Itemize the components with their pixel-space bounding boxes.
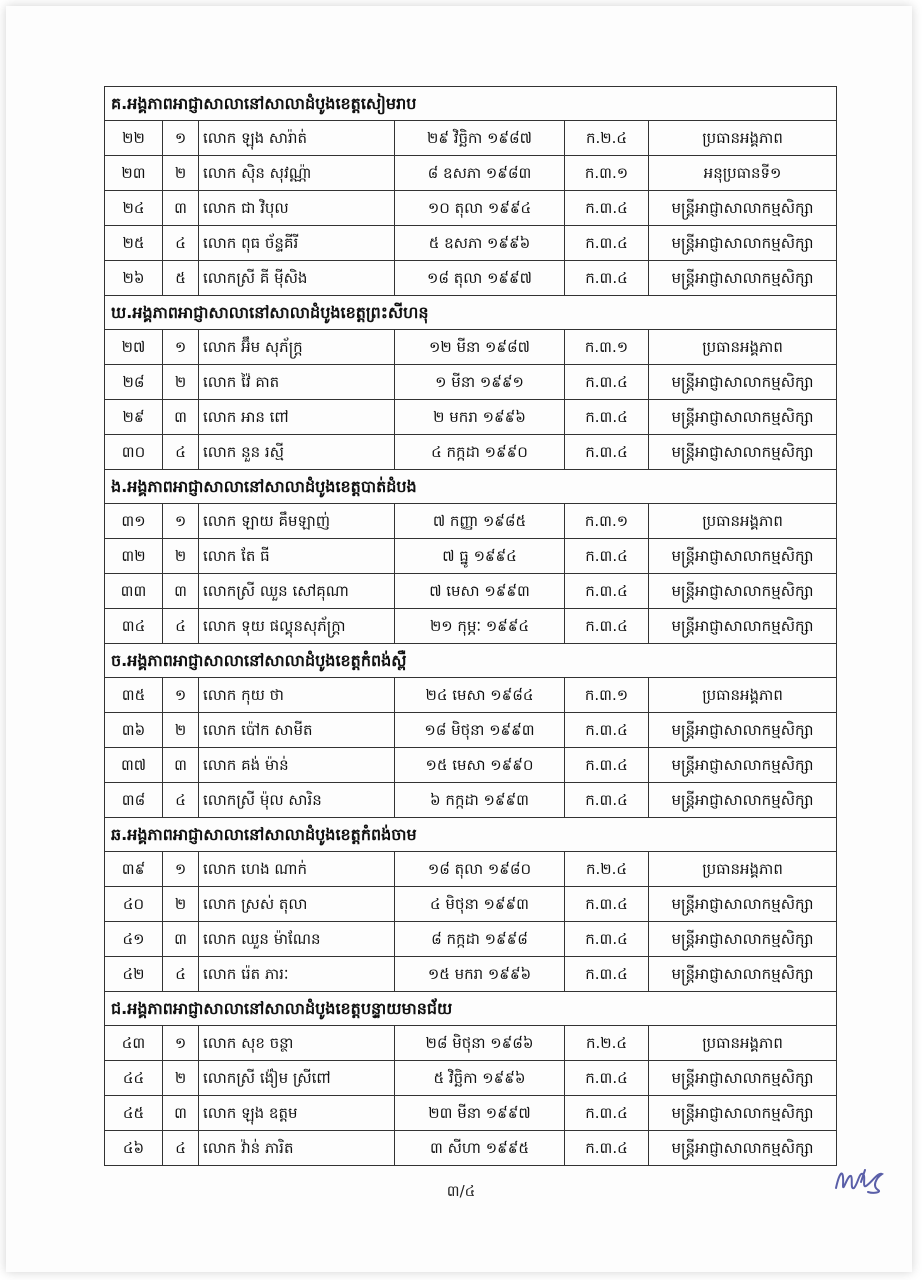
staff-name: លោក កុយ ថា (199, 678, 395, 713)
document-page (6, 6, 912, 1272)
position: មន្ត្រីអាជ្ញាសាលាកម្មសិក្សា (649, 783, 837, 818)
section-header (105, 818, 837, 852)
position: ប្រធានអង្គភាព (649, 1026, 837, 1061)
row-number: ៣៨ (105, 783, 163, 818)
staff-name: លោក ហេង ណាក់ (199, 852, 395, 887)
table-row (105, 748, 837, 783)
row-number: ២៤ (105, 191, 163, 226)
section-index: ១ (163, 1026, 199, 1061)
section-title: ឃ.អង្គភាពអាជ្ញាសាលានៅសាលាដំបូងខេត្តព្រះសីហនុ (105, 296, 837, 330)
table-row (105, 261, 837, 296)
row-number: ៤៣ (105, 1026, 163, 1061)
table-row (105, 609, 837, 644)
row-number: ៤២ (105, 957, 163, 992)
staff-name: លោក ឈួន ម៉ាណែន (199, 922, 395, 957)
date-of-birth: ៥ វិច្ឆិកា ១៩៩៦ (395, 1061, 565, 1096)
table-row (105, 504, 837, 539)
position: ប្រធានអង្គភាព (649, 504, 837, 539)
section-header (105, 644, 837, 678)
section-index: ១ (163, 121, 199, 156)
table-row (105, 1131, 837, 1166)
staff-name: លោក វ៉ាន់ ភារិត (199, 1131, 395, 1166)
table-row (105, 121, 837, 156)
row-number: ៣០ (105, 435, 163, 470)
section-index: ២ (163, 1061, 199, 1096)
staff-name: លោកស្រី ឈួន សៅគុណា (199, 574, 395, 609)
grade: ក.៣.៤ (565, 435, 649, 470)
position: ប្រធានអង្គភាព (649, 852, 837, 887)
date-of-birth: ១៨ មិថុនា ១៩៩៣ (395, 713, 565, 748)
date-of-birth: ៥ ឧសភា ១៩៩៦ (395, 226, 565, 261)
staff-name: លោក អ៊ឹម សុភ័ក្ត្រ (199, 330, 395, 365)
staff-name: លោកស្រី ម៉ុល សារិន (199, 783, 395, 818)
table-row (105, 330, 837, 365)
staff-name: លោក ពុធ ច័ន្ទគីរី (199, 226, 395, 261)
date-of-birth: ៤ កក្កដា ១៩៩០ (395, 435, 565, 470)
section-title: ជ.អង្គភាពអាជ្ញាសាលានៅសាលាដំបូងខេត្តបន្ទាយមានជ័យ (105, 992, 837, 1026)
date-of-birth: ២៣ មីនា ១៩៩៧ (395, 1096, 565, 1131)
date-of-birth: ៦ កក្កដា ១៩៩៣ (395, 783, 565, 818)
grade: ក.២.៤ (565, 852, 649, 887)
position: មន្ត្រីអាជ្ញាសាលាកម្មសិក្សា (649, 261, 837, 296)
grade: ក.៣.៤ (565, 1061, 649, 1096)
table-row (105, 887, 837, 922)
position: មន្ត្រីអាជ្ញាសាលាកម្មសិក្សា (649, 226, 837, 261)
section-index: ៤ (163, 783, 199, 818)
row-number: ៣១ (105, 504, 163, 539)
row-number: ៤៥ (105, 1096, 163, 1131)
section-index: ៣ (163, 191, 199, 226)
position: មន្ត្រីអាជ្ញាសាលាកម្មសិក្សា (649, 609, 837, 644)
section-index: ១ (163, 330, 199, 365)
table-row (105, 1026, 837, 1061)
row-number: ៣៩ (105, 852, 163, 887)
date-of-birth: ២៨ មិថុនា ១៩៨៦ (395, 1026, 565, 1061)
staff-name: លោក ប៉ៅក សាមីត (199, 713, 395, 748)
table-row (105, 852, 837, 887)
position: មន្ត្រីអាជ្ញាសាលាកម្មសិក្សា (649, 1096, 837, 1131)
section-index: ២ (163, 713, 199, 748)
row-number: ៣៦ (105, 713, 163, 748)
section-index: ៤ (163, 226, 199, 261)
row-number: ៣៣ (105, 574, 163, 609)
date-of-birth: ១៥ មេសា ១៩៩០ (395, 748, 565, 783)
row-number: ២៦ (105, 261, 163, 296)
grade: ក.៣.៤ (565, 574, 649, 609)
date-of-birth: ១៨ តុលា ១៩៩៧ (395, 261, 565, 296)
grade: ក.២.៤ (565, 1026, 649, 1061)
section-index: ២ (163, 365, 199, 400)
grade: ក.៣.៤ (565, 748, 649, 783)
row-number: ២៥ (105, 226, 163, 261)
position: មន្ត្រីអាជ្ញាសាលាកម្មសិក្សា (649, 957, 837, 992)
position: មន្ត្រីអាជ្ញាសាលាកម្មសិក្សា (649, 748, 837, 783)
position: អនុប្រធានទី១ (649, 156, 837, 191)
table-row (105, 922, 837, 957)
section-index: ២ (163, 887, 199, 922)
position: មន្ត្រីអាជ្ញាសាលាកម្មសិក្សា (649, 539, 837, 574)
position: មន្ត្រីអាជ្ញាសាលាកម្មសិក្សា (649, 400, 837, 435)
grade: ក.៣.១ (565, 504, 649, 539)
grade: ក.២.៤ (565, 121, 649, 156)
table-row (105, 574, 837, 609)
section-index: ៤ (163, 957, 199, 992)
position: មន្ត្រីអាជ្ញាសាលាកម្មសិក្សា (649, 922, 837, 957)
staff-name: លោក ឡុង សារ៉ាត់ (199, 121, 395, 156)
staff-name: លោក ឡុង ឧត្តម (199, 1096, 395, 1131)
table-row (105, 713, 837, 748)
date-of-birth: ១០ តុលា ១៩៩៤ (395, 191, 565, 226)
staff-name: លោក អាន ពៅ (199, 400, 395, 435)
table-row (105, 435, 837, 470)
date-of-birth: ២៤ មេសា ១៩៨៤ (395, 678, 565, 713)
section-header (105, 87, 837, 121)
staff-name: លោក សុខ ចន្ថា (199, 1026, 395, 1061)
grade: ក.៣.៤ (565, 887, 649, 922)
table-row (105, 783, 837, 818)
row-number: ៣៤ (105, 609, 163, 644)
section-index: ៥ (163, 261, 199, 296)
row-number: ៤៤ (105, 1061, 163, 1096)
section-title: គ.អង្គភាពអាជ្ញាសាលានៅសាលាដំបូងខេត្តសៀមរាប (105, 87, 837, 121)
date-of-birth: ២១ កុម្ភៈ ១៩៩៤ (395, 609, 565, 644)
grade: ក.៣.៤ (565, 922, 649, 957)
section-header (105, 296, 837, 330)
table-row (105, 156, 837, 191)
date-of-birth: ១២ មីនា ១៩៨៧ (395, 330, 565, 365)
staff-name: លោកស្រី ង៉ៀម ស្រីពៅ (199, 1061, 395, 1096)
row-number: ៣៥ (105, 678, 163, 713)
position: មន្ត្រីអាជ្ញាសាលាកម្មសិក្សា (649, 574, 837, 609)
staff-name: លោក វ៉ៃ គាត (199, 365, 395, 400)
table-row (105, 365, 837, 400)
row-number: ២៩ (105, 400, 163, 435)
section-index: ៤ (163, 609, 199, 644)
staff-name: លោក ស្រស់ តុលា (199, 887, 395, 922)
table-row (105, 1096, 837, 1131)
date-of-birth: ១៨ តុលា ១៩៨០ (395, 852, 565, 887)
staff-name: លោក ឡាយ គឹមឡាញ់ (199, 504, 395, 539)
grade: ក.៣.៤ (565, 957, 649, 992)
position: ប្រធានអង្គភាព (649, 121, 837, 156)
grade: ក.៣.១ (565, 330, 649, 365)
grade: ក.៣.៤ (565, 1096, 649, 1131)
staff-name: លោក គង់ ម៉ាន់ (199, 748, 395, 783)
table-row (105, 191, 837, 226)
row-number: ៤៦ (105, 1131, 163, 1166)
position: មន្ត្រីអាជ្ញាសាលាកម្មសិក្សា (649, 191, 837, 226)
position: មន្ត្រីអាជ្ញាសាលាកម្មសិក្សា (649, 365, 837, 400)
section-index: ២ (163, 539, 199, 574)
date-of-birth: ១៥ មករា ១៩៩៦ (395, 957, 565, 992)
date-of-birth: ៧ កញ្ញា ១៩៨៥ (395, 504, 565, 539)
section-index: ៣ (163, 400, 199, 435)
section-title: ឆ.អង្គភាពអាជ្ញាសាលានៅសាលាដំបូងខេត្តកំពង់ចាម (105, 818, 837, 852)
section-index: ៤ (163, 1131, 199, 1166)
date-of-birth: ៨ ឧសភា ១៩៨៣ (395, 156, 565, 191)
section-header (105, 992, 837, 1026)
section-index: ១ (163, 678, 199, 713)
grade: ក.៣.៤ (565, 713, 649, 748)
table-row (105, 1061, 837, 1096)
position: មន្ត្រីអាជ្ញាសាលាកម្មសិក្សា (649, 887, 837, 922)
section-index: ៣ (163, 748, 199, 783)
row-number: ២៣ (105, 156, 163, 191)
position: ប្រធានអង្គភាព (649, 330, 837, 365)
page-number: ៣/៤ (446, 1182, 476, 1200)
grade: ក.៣.៤ (565, 400, 649, 435)
table-row (105, 539, 837, 574)
section-index: ៣ (163, 574, 199, 609)
section-index: ២ (163, 156, 199, 191)
grade: ក.៣.១ (565, 156, 649, 191)
table-row (105, 678, 837, 713)
position: មន្ត្រីអាជ្ញាសាលាកម្មសិក្សា (649, 435, 837, 470)
section-index: ៤ (163, 435, 199, 470)
staff-name: លោកស្រី គី ម៉ីសិង (199, 261, 395, 296)
table-row (105, 957, 837, 992)
grade: ក.៣.៤ (565, 261, 649, 296)
section-index: ១ (163, 504, 199, 539)
row-number: ២៧ (105, 330, 163, 365)
grade: ក.៣.៤ (565, 1131, 649, 1166)
date-of-birth: ១ មីនា ១៩៩១ (395, 365, 565, 400)
position: មន្ត្រីអាជ្ញាសាលាកម្មសិក្សា (649, 1131, 837, 1166)
section-title: ង.អង្គភាពអាជ្ញាសាលានៅសាលាដំបូងខេត្តបាត់ដំបង (105, 470, 837, 504)
position: មន្ត្រីអាជ្ញាសាលាកម្មសិក្សា (649, 713, 837, 748)
row-number: ២៨ (105, 365, 163, 400)
position: មន្ត្រីអាជ្ញាសាលាកម្មសិក្សា (649, 1061, 837, 1096)
date-of-birth: ២ មករា ១៩៩៦ (395, 400, 565, 435)
grade: ក.៣.៤ (565, 226, 649, 261)
row-number: ៣៧ (105, 748, 163, 783)
section-title: ច.អង្គភាពអាជ្ញាសាលានៅសាលាដំបូងខេត្តកំពង់ស្ពឺ (105, 644, 837, 678)
grade: ក.៣.៤ (565, 539, 649, 574)
grade: ក.៣.៤ (565, 365, 649, 400)
row-number: ៤១ (105, 922, 163, 957)
date-of-birth: ៣ សីហា ១៩៩៥ (395, 1131, 565, 1166)
row-number: ៤០ (105, 887, 163, 922)
date-of-birth: ៧ មេសា ១៩៩៣ (395, 574, 565, 609)
grade: ក.៣.១ (565, 678, 649, 713)
staff-name: លោក រ៉េត ភារៈ (199, 957, 395, 992)
section-header (105, 470, 837, 504)
table-row (105, 400, 837, 435)
grade: ក.៣.៤ (565, 609, 649, 644)
date-of-birth: ៧ ធ្នូ ១៩៩៤ (395, 539, 565, 574)
section-index: ៣ (163, 922, 199, 957)
position: ប្រធានអង្គភាព (649, 678, 837, 713)
staff-name: លោក ស៊ិន សុវណ្ណ៉ា (199, 156, 395, 191)
date-of-birth: ៤ មិថុនា ១៩៩៣ (395, 887, 565, 922)
date-of-birth: ៨ កក្កដា ១៩៩៨ (395, 922, 565, 957)
staff-name: លោក ទុយ ផល្គុនសុភ័ក្ត្រា (199, 609, 395, 644)
staff-name: លោក នួន រស្មី (199, 435, 395, 470)
staff-name: លោក ជា វិបុល (199, 191, 395, 226)
staff-roster-table (104, 86, 837, 1166)
table-row (105, 226, 837, 261)
row-number: ៣២ (105, 539, 163, 574)
row-number: ២២ (105, 121, 163, 156)
grade: ក.៣.៤ (565, 783, 649, 818)
section-index: ៣ (163, 1096, 199, 1131)
roster-body (105, 87, 837, 1166)
date-of-birth: ២៩ វិច្ឆិកា ១៩៨៧ (395, 121, 565, 156)
section-index: ១ (163, 852, 199, 887)
staff-name: លោក តែ ធី (199, 539, 395, 574)
grade: ក.៣.៤ (565, 191, 649, 226)
